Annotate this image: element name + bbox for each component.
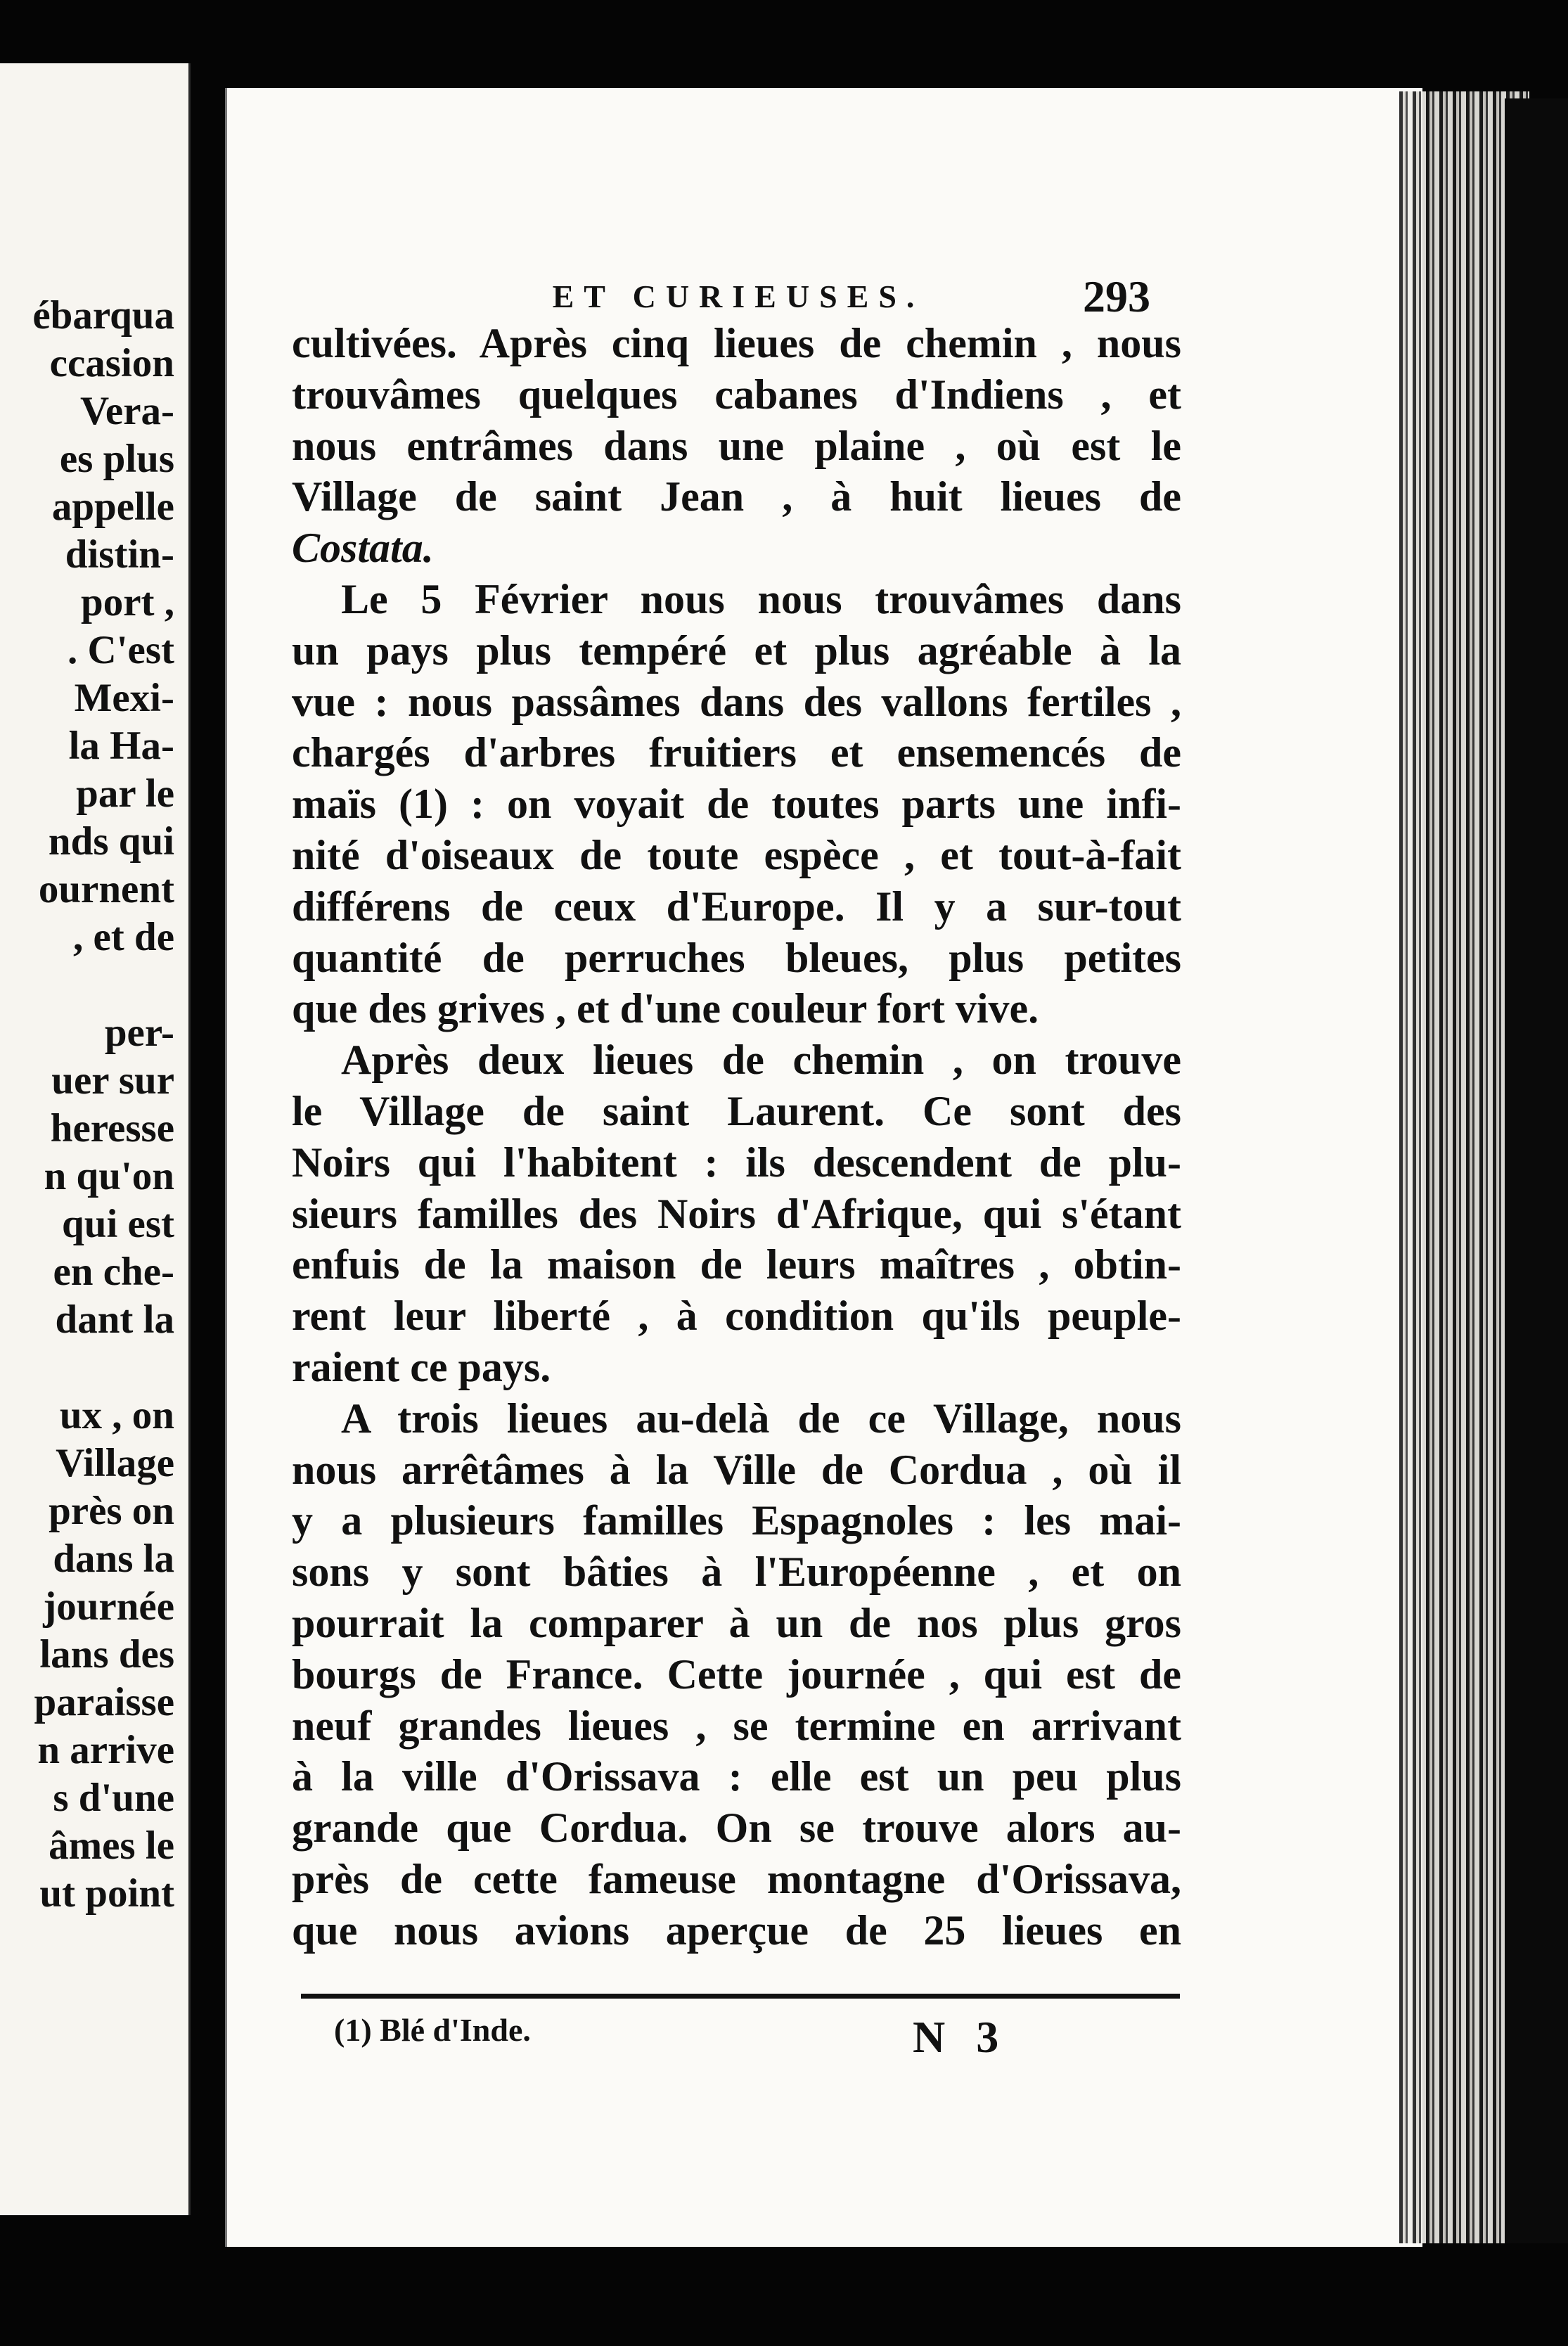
left-page-line: ut point bbox=[39, 1871, 174, 1916]
left-page-line: qui est bbox=[62, 1202, 174, 1246]
left-page-line bbox=[0, 1344, 174, 1392]
body-line: le Village de saint Laurent. Ce sont des bbox=[292, 1087, 1181, 1134]
body-line: Village de saint Jean , à huit lieues de bbox=[292, 473, 1181, 520]
signature-mark: N 3 bbox=[913, 2012, 1009, 2062]
body-line: neuf grandes lieues , se termine en arrivant bbox=[292, 1702, 1181, 1749]
fore-edge-shadow bbox=[1505, 98, 1568, 2243]
body-line: Noirs qui l'habitent : ils descendent de plu- bbox=[292, 1139, 1181, 1186]
body-line: nité d'oiseaux de toute espèce , et tout-à-fait bbox=[292, 831, 1181, 878]
left-page-line: près on bbox=[49, 1489, 174, 1533]
body-line: à la ville d'Orissava : elle est un peu plus bbox=[292, 1753, 1181, 1800]
body-line: chargés d'arbres fruitiers et ensemencés de bbox=[292, 729, 1181, 776]
body-line: nous arrêtâmes à la Ville de Cordua , où il bbox=[292, 1446, 1181, 1493]
left-page-line: la Ha- bbox=[68, 724, 174, 768]
body-line: que nous avions aperçue de 25 lieues en bbox=[292, 1906, 1181, 1954]
left-page-line: paraisse bbox=[34, 1680, 174, 1724]
left-page-line: ournent bbox=[38, 867, 174, 911]
left-page-line: ccasion bbox=[49, 341, 174, 385]
left-page-line: ux , on bbox=[59, 1393, 174, 1437]
body-line: Après deux lieues de chemin , on trouve bbox=[341, 1037, 1181, 1084]
left-page-line: Mexi- bbox=[74, 676, 174, 720]
body-line: que des grives , et d'une couleur fort vive. bbox=[292, 985, 1039, 1032]
left-page-line: Vera- bbox=[79, 389, 174, 433]
left-page-line: distin- bbox=[65, 532, 174, 577]
left-page-line: n arrive bbox=[37, 1728, 174, 1772]
body-line: sieurs familles des Noirs d'Afrique, qui s'étant bbox=[292, 1190, 1181, 1237]
left-page-line: heresse bbox=[50, 1106, 174, 1150]
left-page-line: es plus bbox=[59, 437, 174, 481]
footnote: (1) Blé d'Inde. bbox=[334, 2012, 531, 2048]
body-line: bourgs de France. Cette journée , qui est de bbox=[292, 1650, 1181, 1698]
body-line: Costata. bbox=[292, 525, 434, 572]
left-page-line: Village bbox=[56, 1441, 174, 1485]
left-page-line: s d'une bbox=[53, 1776, 174, 1820]
body-line: quantité de perruches bleues, plus petites bbox=[292, 934, 1181, 981]
body-line: nous entrâmes dans une plaine , où est le bbox=[292, 422, 1181, 469]
left-page-line: uer sur bbox=[51, 1058, 174, 1103]
left-page-line: lans des bbox=[39, 1632, 174, 1677]
body-line: enfuis de la maison de leurs maîtres , obtin- bbox=[292, 1241, 1181, 1288]
body-line: vue : nous passâmes dans des vallons fertiles , bbox=[292, 678, 1181, 725]
left-page-line: dans la bbox=[53, 1537, 174, 1581]
left-page-line: âmes le bbox=[49, 1823, 174, 1868]
body-text bbox=[292, 318, 1181, 1956]
body-line: y a plusieurs familles Espagnoles : les mai- bbox=[292, 1497, 1181, 1544]
footnote-rule bbox=[301, 1994, 1180, 1999]
left-page-line: dant la bbox=[55, 1297, 174, 1342]
body-line: raient ce pays. bbox=[292, 1343, 551, 1390]
body-line: près de cette fameuse montagne d'Orissava, bbox=[292, 1855, 1181, 1902]
left-page-line: appelle bbox=[51, 485, 174, 529]
body-line: rent leur liberté , à condition qu'ils peuple- bbox=[292, 1293, 1181, 1340]
left-page-line: en che- bbox=[53, 1250, 174, 1294]
body-line: maïs (1) : on voyait de toutes parts une infi- bbox=[292, 781, 1181, 828]
left-page-line: journée bbox=[43, 1584, 174, 1629]
left-page-line: . C'est bbox=[68, 628, 174, 672]
body-line: cultivées. Après cinq lieues de chemin , nous bbox=[292, 320, 1181, 366]
left-page-line bbox=[0, 961, 174, 1009]
body-line: grande que Cordua. On se trouve alors au- bbox=[292, 1805, 1181, 1852]
body-line: sons y sont bâties à l'Européenne , et on bbox=[292, 1549, 1181, 1596]
body-line: A trois lieues au-delà de ce Village, nous bbox=[341, 1395, 1181, 1442]
left-page-line: nds qui bbox=[48, 819, 174, 864]
body-line: différens de ceux d'Europe. Il y a sur-tout bbox=[292, 883, 1181, 930]
left-page-line: n qu'on bbox=[44, 1154, 174, 1198]
body-line: Le 5 Février nous nous trouvâmes dans bbox=[341, 575, 1181, 622]
left-page-line: par le bbox=[76, 771, 174, 816]
left-page-line: port , bbox=[81, 580, 174, 624]
body-line: trouvâmes quelques cabanes d'Indiens , et bbox=[292, 371, 1181, 418]
body-line: pourrait la comparer à un de nos plus gros bbox=[292, 1599, 1181, 1646]
left-page-fragment bbox=[0, 63, 191, 2215]
left-page-line: ébarqua bbox=[32, 293, 174, 338]
page-number: 293 bbox=[1083, 271, 1150, 321]
left-page-line: , et de bbox=[72, 915, 174, 959]
running-head: ET CURIEUSES. bbox=[552, 278, 925, 314]
body-line: un pays plus tempéré et plus agréable à la bbox=[292, 627, 1181, 674]
left-page-text bbox=[0, 292, 174, 1918]
left-page-line: per- bbox=[104, 1011, 174, 1055]
